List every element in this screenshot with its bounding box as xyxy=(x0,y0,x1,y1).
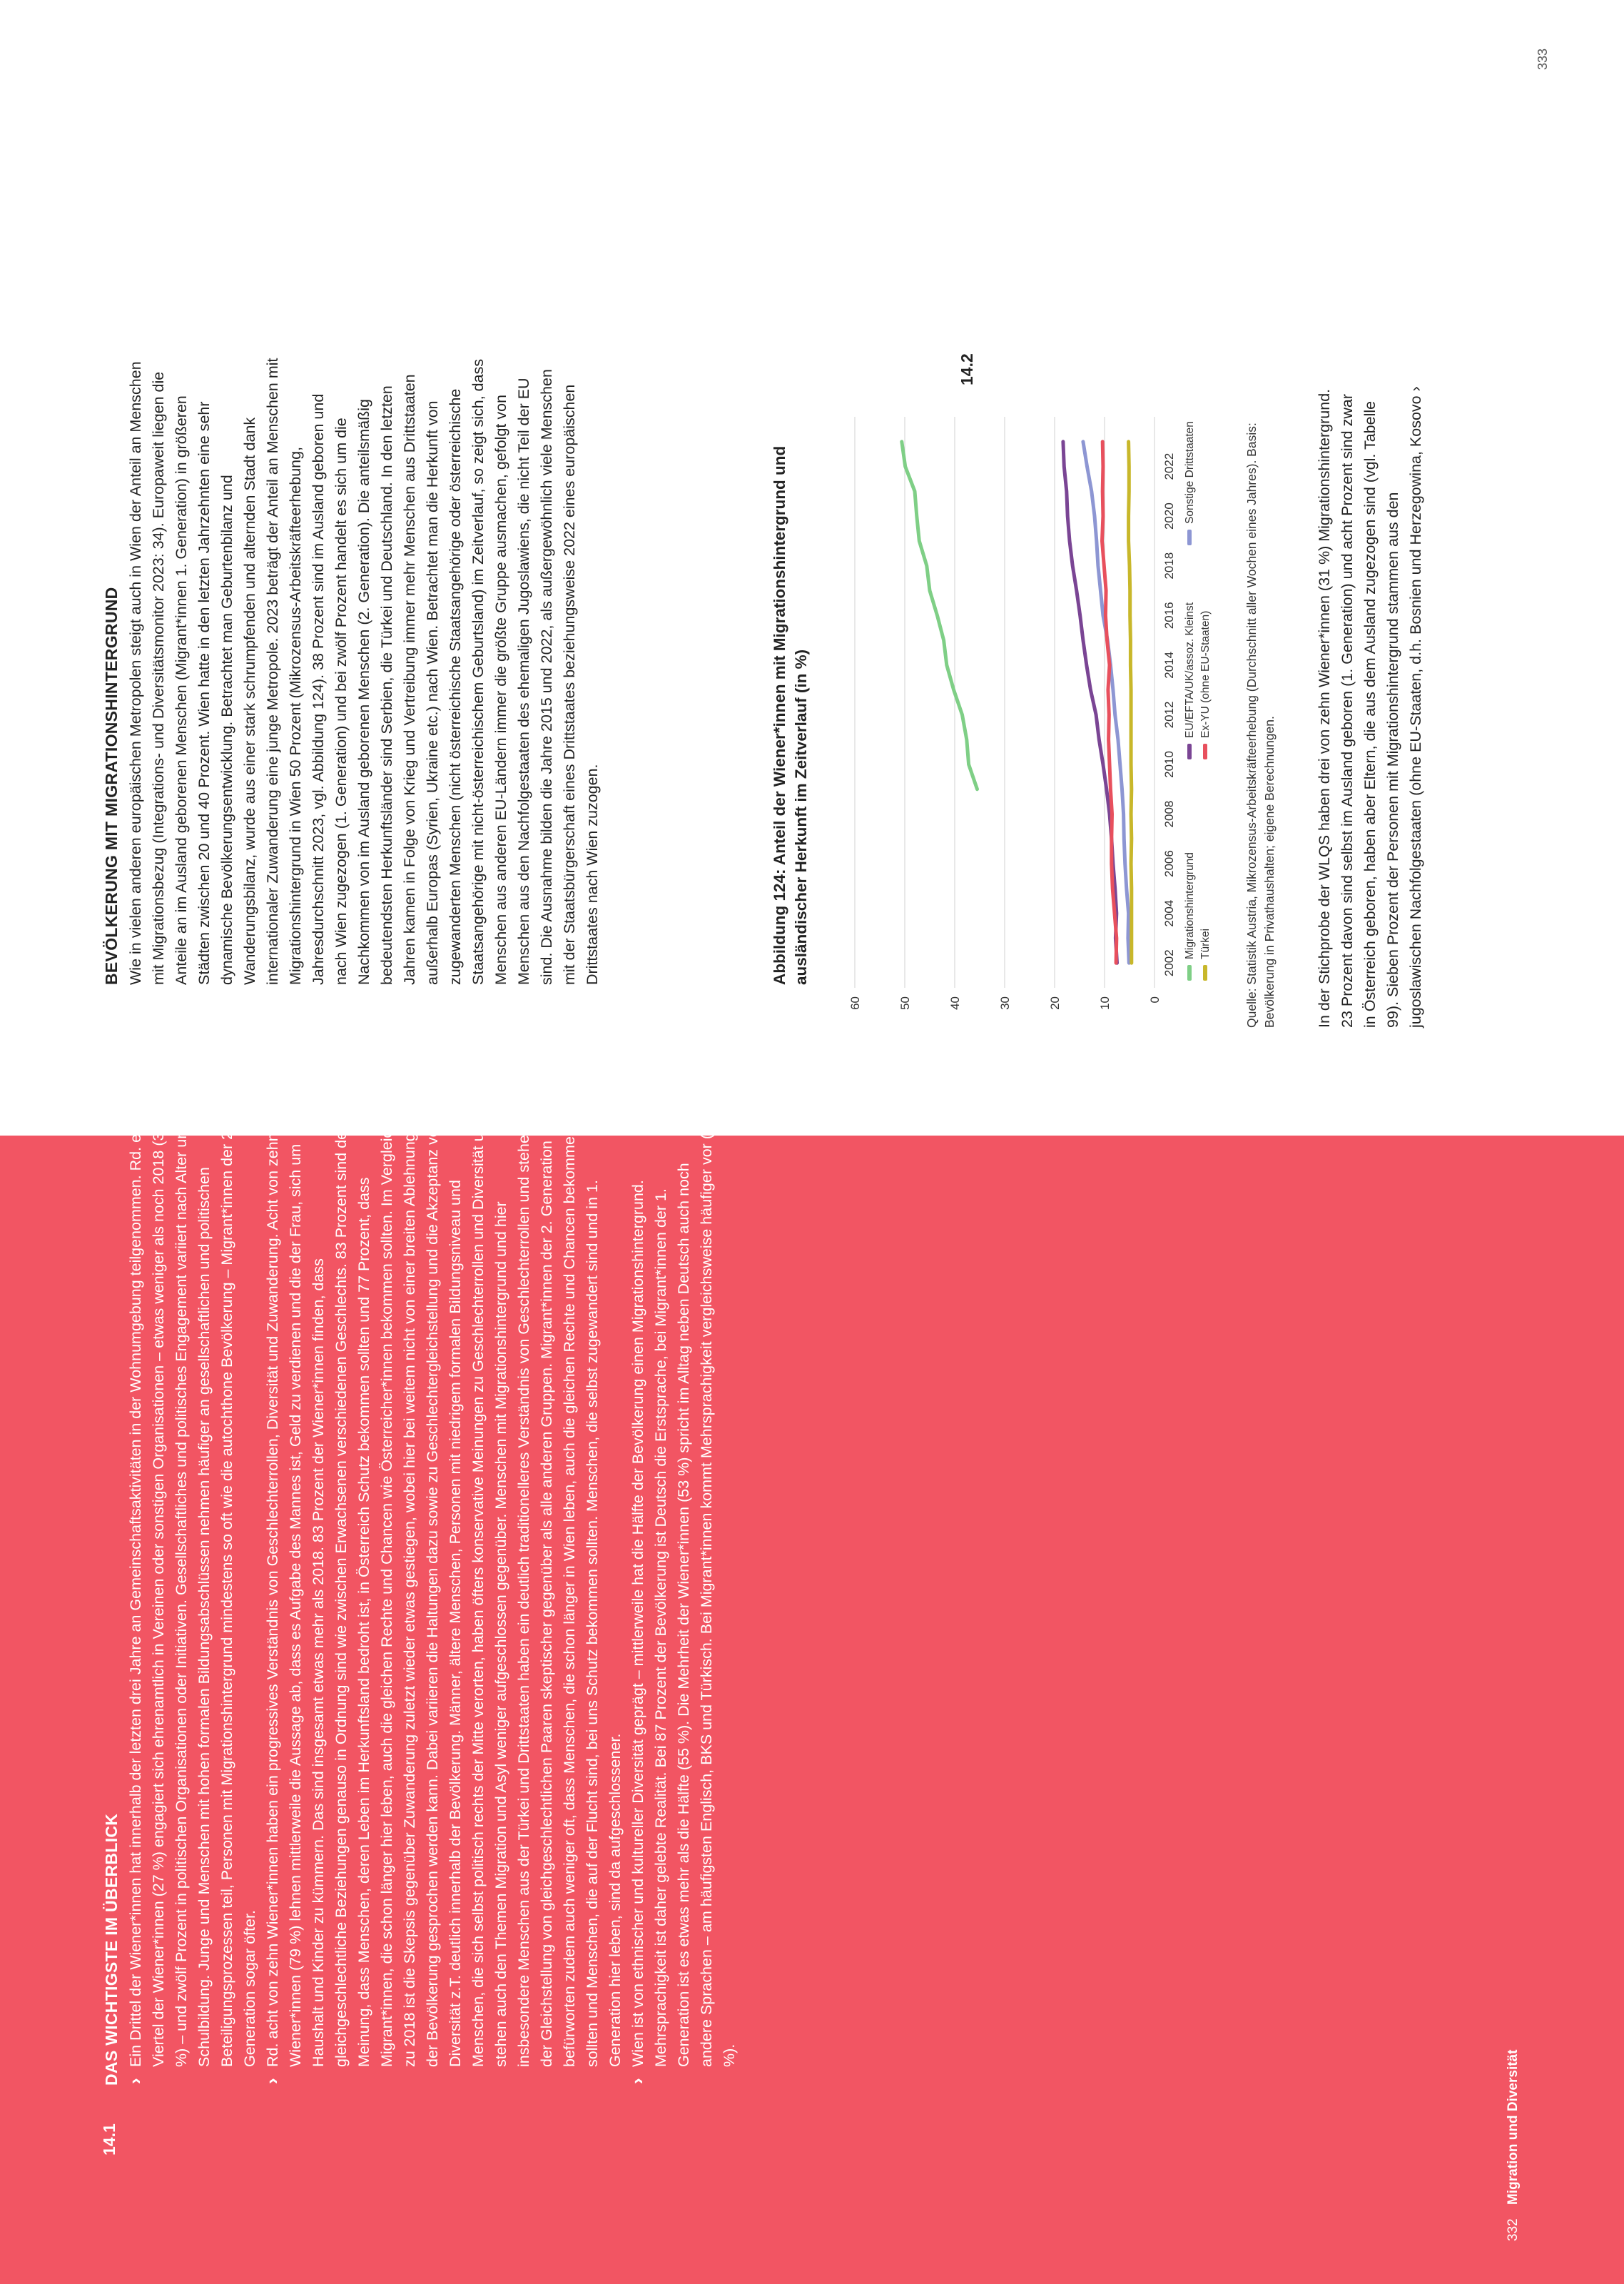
intro-paragraph: Wie in vielen anderen europäischen Metropolen steigt auch in Wien der Anteil an Menschen mit Migrationsbezug (Integrations- und Diversitätsmonitor 2023: 34). Europaweit liegen die Anteile an im Ausland geborenen Menschen (Migrant*innen 1. Generation) in größeren Städten zwischen 20 und 40 Prozent. Wien hatte in den letzten Jahrzehnten eine sehr dynamische Bevölkerungsentwicklung. Betrachtet man Geburtenbilanz und Wanderungsbilanz, wurde aus einer stark schrumpfenden und alternden Stadt dank internationaler Zuwanderung eine junge Metropole. 2023 beträgt der Anteil an Menschen mit Migrationshintergrund in Wien 50 Prozent (Mikrozensus-Arbeitskräfteerhebung, Jahresdurchschnitt 2023, vgl. Abbildung 124). 38 Prozent sind im Ausland geboren und nach Wien zugezogen (1. Generation) und bei zwölf Prozent handelt es sich um die Nachkommen von im Ausland geborenen Menschen (2. Generation). Die anteilsmäßig bedeutendsten Herkunftsländer sind Serbien, die Türkei und Deutschland. In den letzten Jahren kamen in Folge von Krieg und Vertreibung immer mehr Menschen aus Drittstaaten außerhalb Europas (Syrien, Ukraine etc.) nach Wien. Betrachtet man die Herkunft von zugewanderten Menschen (nicht österreichische Staatsangehörige oder österreichische Staatsangehörige mit nicht-österreichischem Geburtsland) im Zeitverlauf, so zeigt sich, dass Menschen aus anderen EU-Ländern immer die größte Gruppe ausmachen, gefolgt von Menschen aus den Nachfolgestaaten des ehemaligen Jugoslawiens, die nicht Teil der EU sind. Die Ausnahme bilden die Jahre 2015 und 2022, als außergewöhnlich viele Menschen mit der Staatsbürgerschaft eines Drittstaates beziehungsweise 2022 eines europäischen Drittstaates nach Wien zuzogen. xyxy=(127,358,601,985)
figure-source: Quelle: Statistik Austria, Mikrozensus-Arbeitskräfteerhebung (Durchschnitt aller Wochen eines Jahres). Basis: Bevölkerung in Privathaushalten; eigene Berechnungen. xyxy=(1244,423,1277,1028)
y-tick-label: 10 xyxy=(1098,996,1112,1010)
x-tick-label: 2012 xyxy=(1162,701,1176,729)
closing-paragraph: In der Stichprobe der WLQS haben drei von zehn Wiener*innen (31 %) Migrationshintergrund. 23 Prozent davon sind selbst im Ausland geboren (1. Generation) und acht Prozent sind zwar in Österreich geboren, haben aber Eltern, die aus dem Ausland zugezogen sind (vgl. Tabelle 99). Sieben Prozent der Personen mit Migrationshintergrund stammen aus den jugoslawischen Nachfolgestaaten (ohne EU-Staaten, d.h. Bosnien und Herzegowina, Kosovo › xyxy=(1316,386,1424,1028)
legend-swatch xyxy=(1187,530,1192,545)
summary-section xyxy=(100,1115,741,2086)
summary-bullet-3: › Wien ist von ethnischer und kultureller Diversität geprägt – mittlerweile hat die Hälfte der Bevölkerung einen Migrationshintergrund. Mehrsprachigkeit ist daher gelebte Realität. Bei 87 Prozent der Bevölkerung ist Deutsch die Erstsprache, bei Migrant*innen der 1. Generation ist es etwas mehr als die Hälfte (55 %). Die Mehrheit der Wiener*innen (53 %) spricht im Alltag neben Deutsch auch noch andere Sprachen – am häufigsten Englisch, BKS und Türkisch. Bei Migrant*innen kommt Mehrsprachigkeit vergleichsweise häufiger vor (86 %). xyxy=(626,1115,741,2086)
y-tick-label: 30 xyxy=(998,996,1012,1010)
legend-label: Sonstige Drittstaaten xyxy=(1184,421,1196,524)
x-tick-label: 2014 xyxy=(1162,651,1176,679)
x-tick-label: 2006 xyxy=(1162,850,1176,878)
x-tick-label: 2008 xyxy=(1162,800,1176,828)
x-tick-label: 2022 xyxy=(1162,453,1176,480)
figure-title: Abbildung 124: Anteil der Wiener*innen mit Migrationshintergrund und ausländischer Herkunft im Zeitverlauf (in %) xyxy=(771,445,810,985)
legend-swatch xyxy=(1187,744,1192,759)
legend-swatch xyxy=(1187,965,1192,981)
chapter-title: Migration und Diversität xyxy=(1506,2049,1521,2205)
x-tick-label: 2018 xyxy=(1162,552,1176,580)
migration-section xyxy=(100,357,604,985)
line-chart xyxy=(845,400,1244,1028)
chart-legend xyxy=(1184,421,1212,981)
y-tick-label: 60 xyxy=(848,996,862,1010)
legend-swatch xyxy=(1203,744,1207,759)
series-line-2 xyxy=(1083,442,1129,963)
section-number-right: 14.2 xyxy=(958,353,976,385)
legend-label: Ex-YU (ohne EU-Staaten) xyxy=(1199,610,1212,738)
section-title-left: DAS WICHTIGSTE IM ÜBERBLICK xyxy=(102,1813,121,2086)
x-tick-label: 2016 xyxy=(1162,602,1176,630)
y-tick-label: 20 xyxy=(1048,996,1062,1010)
x-tick-label: 2004 xyxy=(1162,899,1176,927)
y-tick-label: 0 xyxy=(1148,996,1162,1004)
x-tick-label: 2010 xyxy=(1162,751,1176,778)
section-number-left: 14.1 xyxy=(100,2123,118,2156)
chart-series xyxy=(902,442,1132,963)
summary-bullet-1: › Ein Drittel der Wiener*innen hat innerhalb der letzten drei Jahre an Gemeinschaftsaktivitäten in der Wohnumgebung teilgenommen. Rd. ein Viertel der Wiener*innen (27 %) engagiert sich ehrenamtlich in Vereinen oder sonstigen Organisationen – etwas weniger als noch 2018 (31 %) – und zwölf Prozent in politischen Organisationen oder Initiativen. Gesellschaftliches und politisches Engagement variiert nach Alter und Schulbildung. Junge und Menschen mit hohen formalen Bildungsabschlüssen nehmen häufiger an gesellschaftlichen und politischen Beteiligungsprozessen teil, Personen mit Migrationshintergrund mindestens so oft wie die autochthone Bevölkerung – Migrant*innen der 2. Generation sogar öfter. xyxy=(124,1115,261,2086)
x-tick-label: 2002 xyxy=(1162,949,1176,977)
series-line-0 xyxy=(902,442,978,789)
page-footer-left xyxy=(1506,2050,1521,2241)
page-number-left: 332 xyxy=(1506,2218,1521,2241)
closing-section xyxy=(1313,385,1427,1028)
summary-bullet-2: › Rd. acht von zehn Wiener*innen haben ein progressives Verständnis von Geschlechterrollen, Diversität und Zuwanderung. Acht von zehn Wiener*innen (79 %) lehnen mittlerweile die Aussage ab, dass es Aufgabe des Mannes ist, Geld zu verdienen und die der Frau, sich um Haushalt und Kinder zu kümmern. Das sind insgesamt etwas mehr als 2018. 83 Prozent der Wiener*innen finden, dass gleichgeschlechtliche Beziehungen genauso in Ordnung sind wie zwischen Erwachsenen verschiedenen Geschlechts. 83 Prozent sind der Meinung, dass Menschen, deren Leben im Herkunftsland bedroht ist, in Österreich Schutz bekommen sollten und 77 Prozent, dass Migrant*innen, die schon länger hier leben, auch die gleichen Rechte und Chancen wie Österreicher*innen bekommen sollten. Im Vergleich zu 2018 ist die Skepsis gegenüber Zuwanderung zuletzt wieder etwas gestiegen, wobei hier bei weitem nicht von einer breiten Ablehnung in der Bevölkerung gesprochen werden kann. Dabei variieren die Haltungen dazu sowie zu Geschlechtergleichstellung und die Akzeptanz von Diversität z.T. deutlich innerhalb der Bevölkerung. Männer, ältere Menschen, Personen mit niedrigem formalen Bildungsniveau und Menschen, die sich selbst politisch rechts der Mitte verorten, haben öfters konservative Meinungen zu Geschlechterrollen und Diversität und stehen auch den Themen Migration und Asyl weniger aufgeschlossen gegenüber. Menschen mit Migrationshintergrund und hier insbesondere Menschen aus der Türkei und Drittstaaten haben ein deutlich traditionelleres Verständnis von Geschlechterrollen und stehen der Gleichstellung von gleichgeschlechtlichen Paaren skeptischer gegenüber als alle anderen Gruppen. Migrant*innen der 2. Generation befürworten zudem auch weniger oft, dass Menschen, die schon länger in Wien leben, auch die gleichen Rechte und Chancen bekommen sollten und Menschen, die auf der Flucht sind, bei uns Schutz bekommen sollten. Menschen, die selbst zugewandert sind und in 1. Generation hier leben, sind da aufgeschlossener. xyxy=(261,1115,626,2086)
legend-label: EU/EFTA/UK/assoz. Kleinst xyxy=(1184,602,1196,738)
legend-label: Türkei xyxy=(1199,928,1212,959)
y-tick-label: 50 xyxy=(898,996,912,1010)
series-line-3 xyxy=(1129,442,1132,963)
x-axis xyxy=(1162,453,1176,976)
x-tick-label: 2020 xyxy=(1162,502,1176,530)
legend-label: Migrationshintergrund xyxy=(1184,852,1196,959)
y-axis xyxy=(848,996,1162,1010)
page-number-right: 333 xyxy=(1536,48,1550,70)
legend-swatch xyxy=(1203,965,1207,981)
section-title-right: BEVÖLKERUNG MIT MIGRATIONSHINTERGRUND xyxy=(102,587,121,985)
y-tick-label: 40 xyxy=(948,996,962,1010)
summary-list xyxy=(124,1115,741,2086)
